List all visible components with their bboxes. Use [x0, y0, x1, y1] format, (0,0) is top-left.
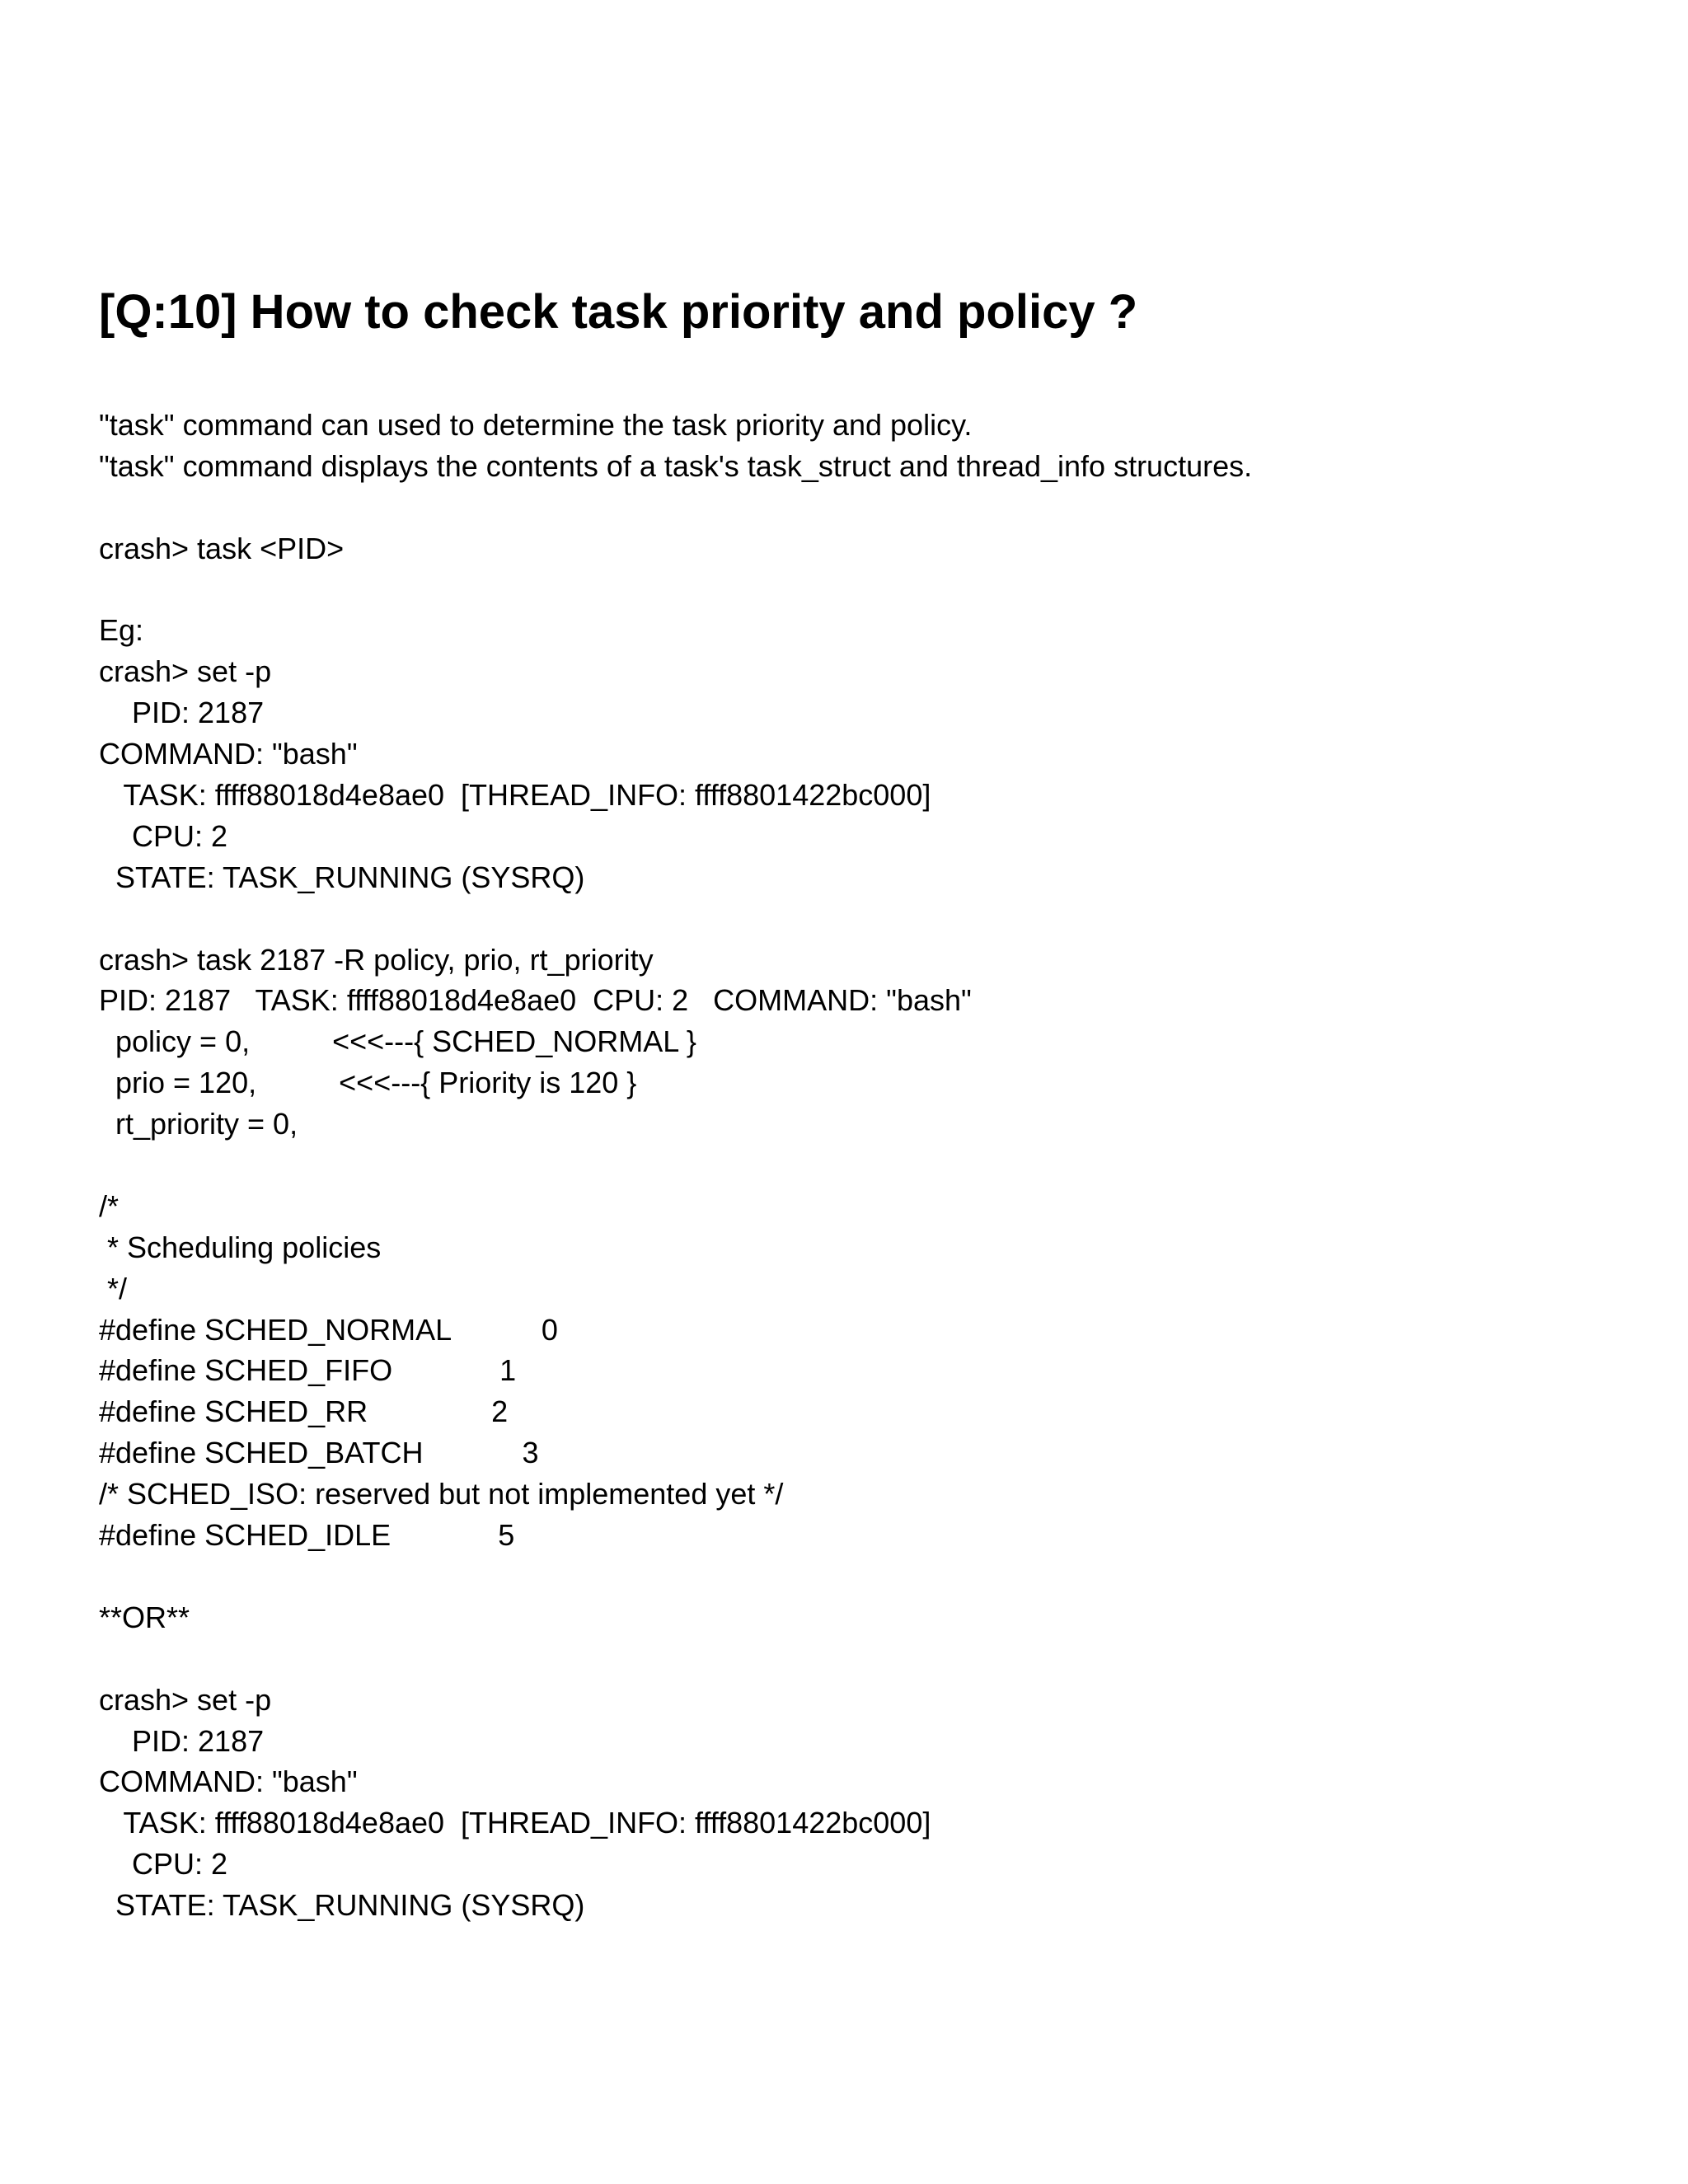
intro-line-1: "task" command can used to determine the task priority and policy.: [99, 408, 973, 442]
sched-iso-comment: /* SCHED_ISO: reserved but not implemented yet */: [99, 1477, 784, 1511]
state-line-2: STATE: TASK_RUNNING (SYSRQ): [99, 1888, 585, 1923]
pid-line-2: PID: 2187: [99, 1723, 265, 1758]
intro-line-2: "task" command displays the contents of a task's task_struct and thread_info structures.: [99, 448, 1253, 483]
task-summary-line: PID: 2187 TASK: ffff88018d4e8ae0 CPU: 2 COMMAND: "bash": [99, 983, 972, 1018]
command-line-2: COMMAND: "bash": [99, 1765, 358, 1799]
define-sched-batch: #define SCHED_BATCH 3: [99, 1436, 539, 1470]
blank-line: [99, 1556, 1252, 1597]
define-sched-fifo: #define SCHED_FIFO 1: [99, 1353, 517, 1388]
task-line-2: TASK: ffff88018d4e8ae0 [THREAD_INFO: ffff8801422bc000]: [99, 1806, 931, 1840]
set-command-line: crash> set -p: [99, 654, 272, 689]
or-separator: **OR**: [99, 1600, 190, 1634]
pid-line: PID: 2187: [99, 696, 265, 730]
define-sched-normal: #define SCHED_NORMAL 0: [99, 1312, 558, 1347]
document-body: [99, 405, 1252, 1926]
blank-line: [99, 1638, 1252, 1680]
command-line: COMMAND: "bash": [99, 737, 358, 771]
cpu-line: CPU: 2: [99, 818, 228, 853]
blank-line: [99, 487, 1252, 528]
cpu-line-2: CPU: 2: [99, 1847, 228, 1882]
example-label: Eg:: [99, 613, 144, 648]
question-heading: [Q:10] How to check task priority and policy ?: [99, 285, 1138, 339]
define-sched-rr: #define SCHED_RR 2: [99, 1394, 509, 1429]
task-syntax-line: crash> task <PID>: [99, 531, 345, 565]
blank-line: [99, 1145, 1252, 1186]
define-sched-idle: #define SCHED_IDLE 5: [99, 1518, 515, 1553]
policy-line: policy = 0, <<<---{ SCHED_NORMAL }: [99, 1024, 696, 1059]
blank-line: [99, 569, 1252, 611]
comment-open-line: /*: [99, 1188, 120, 1223]
comment-text-line: * Scheduling policies: [99, 1230, 382, 1264]
comment-close-line: */: [99, 1271, 128, 1305]
state-line: STATE: TASK_RUNNING (SYSRQ): [99, 860, 585, 894]
prio-line: prio = 120, <<<---{ Priority is 120 }: [99, 1066, 637, 1100]
blank-line: [99, 898, 1252, 940]
set-command-line-2: crash> set -p: [99, 1682, 272, 1717]
task-line: TASK: ffff88018d4e8ae0 [THREAD_INFO: ffff8801422bc000]: [99, 778, 931, 813]
task-r-command-line: crash> task 2187 -R policy, prio, rt_priority: [99, 942, 654, 977]
rt-priority-line: rt_priority = 0,: [99, 1107, 298, 1141]
